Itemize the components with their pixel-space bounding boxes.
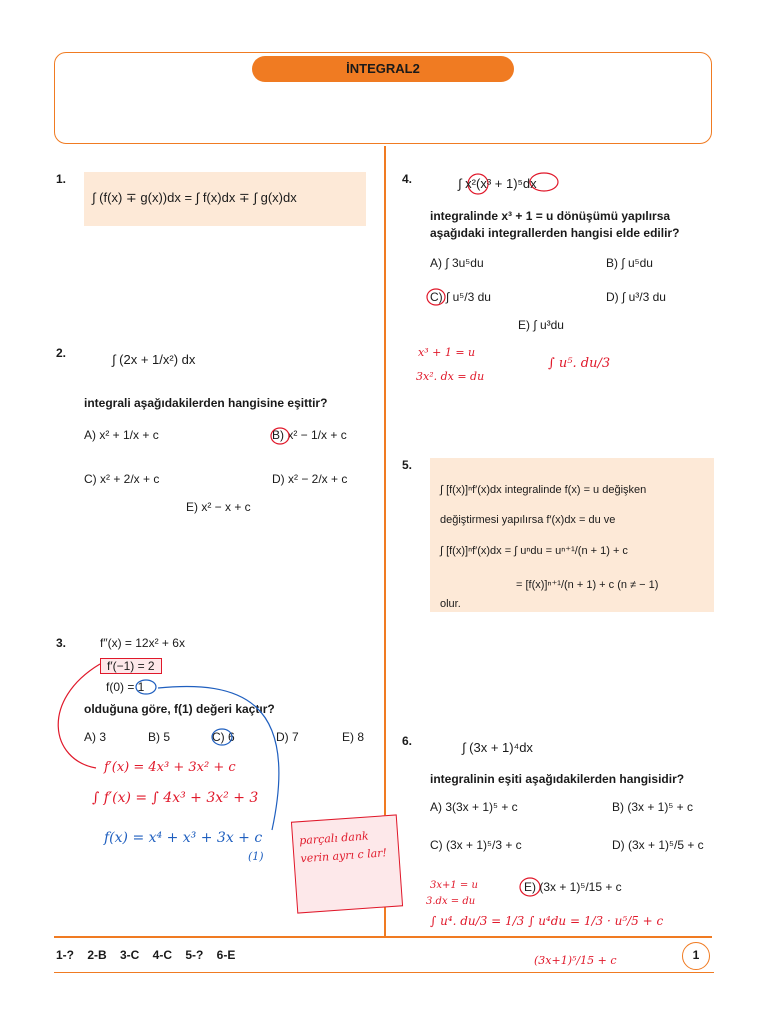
q6-hand-4: (3x+1)⁵/15 + c (534, 954, 617, 967)
q3-line1: f″(x) = 12x² + 6x (100, 636, 185, 650)
q4-number: 4. (402, 172, 413, 186)
q4-integrand: ∫ x²(x³ + 1)⁵dx (458, 176, 537, 191)
q4-hand-2: 3x². dx = du (416, 370, 485, 383)
q4-option-e[interactable]: E) ∫ u³du (518, 318, 564, 332)
q2-option-b[interactable]: B) x² − 1/x + c (272, 428, 347, 442)
q6-number: 6. (402, 734, 413, 748)
q4-option-d[interactable]: D) ∫ u³/3 du (606, 290, 666, 304)
q6-option-d[interactable]: D) (3x + 1)⁵/5 + c (612, 838, 704, 852)
q6-hand-3: ∫ u⁴. du/3 = 1/3 ∫ u⁴du = 1/3 · u⁵/5 + c (430, 914, 664, 928)
q4-hand-1: x³ + 1 = u (418, 346, 476, 359)
q3-option-d[interactable]: D) 7 (276, 730, 299, 744)
q3-hand-4: (1) (248, 850, 264, 863)
q4-text: integralinde x³ + 1 = u dönüşümü yapılırsa aşağıdaki integrallerden hangisi elde edilir? (430, 209, 680, 240)
q5-number: 5. (402, 458, 413, 472)
q2-option-d[interactable]: D) x² − 2/x + c (272, 472, 348, 486)
q3-option-b[interactable]: B) 5 (148, 730, 171, 744)
q3-option-c[interactable]: C) 6 (212, 730, 235, 744)
q6-hand-2: 3.dx = du (426, 896, 476, 907)
q4-option-c[interactable]: C) ∫ u⁵/3 du (430, 290, 491, 304)
q3-hand-1: f′(x) = 4x³ + 3x² + c (104, 760, 236, 775)
answer-key: 1-? 2-B 3-C 4-C 5-? 6-E (56, 948, 236, 962)
q4-hand-3: ∫ u⁵. du/3 (548, 356, 611, 371)
q6-text: integralinin eşiti aşağıdakilerden hangisidir? (430, 772, 685, 786)
q1-formula: ∫ (f(x) ∓ g(x))dx = ∫ f(x)dx ∓ ∫ g(x)dx (92, 190, 297, 205)
page-number: 1 (682, 942, 710, 970)
q2-integrand: ∫ (2x + 1/x²) dx (112, 352, 196, 367)
q5-line2: değiştirmesi yapılırsa f′(x)dx = du ve (440, 514, 616, 526)
q3-number: 3. (56, 636, 67, 650)
red-arrow (58, 664, 100, 768)
q5-line4: = [f(x)]ⁿ⁺¹/(n + 1) + c (n ≠ − 1) (516, 579, 659, 591)
bottom-divider (54, 936, 712, 938)
sticky-note-text: parçalı dank verin ayrı c lar! (298, 829, 388, 866)
sticky-note (291, 814, 403, 913)
q3-line3: f(0) = 1 (106, 680, 145, 694)
q3-option-e[interactable]: E) 8 (342, 730, 365, 744)
q3-hand-3: f(x) = x⁴ + x³ + 3x + c (104, 830, 263, 846)
q3-hand-2: ∫ f′(x) = ∫ 4x³ + 3x² + 3 (92, 790, 259, 806)
q6-integrand: ∫ (3x + 1)⁴dx (462, 740, 533, 755)
q3-line2: f′(−1) = 2 (100, 658, 162, 674)
q6-option-a[interactable]: A) 3(3x + 1)⁵ + c (430, 800, 518, 814)
q2-option-a[interactable]: A) x² + 1/x + c (84, 428, 159, 442)
page-title: İNTEGRAL2 (252, 56, 514, 82)
q6-option-c[interactable]: C) (3x + 1)⁵/3 + c (430, 838, 522, 852)
q6-option-e[interactable]: E) (3x + 1)⁵/15 + c (524, 880, 622, 894)
q3-option-a[interactable]: A) 3 (84, 730, 107, 744)
q6-hand-1: 3x+1 = u (430, 880, 478, 891)
q5-line5: olur. (440, 598, 461, 610)
q2-option-c[interactable]: C) x² + 2/x + c (84, 472, 160, 486)
q2-option-e[interactable]: E) x² − x + c (186, 500, 251, 514)
footer-divider (54, 972, 714, 973)
q3-text: olduğuna göre, f(1) değeri kaçtır? (84, 702, 275, 716)
q2-text: integrali aşağıdakilerden hangisine eşittir? (84, 396, 328, 410)
q2-number: 2. (56, 346, 67, 360)
q1-number: 1. (56, 172, 67, 186)
q4-option-a[interactable]: A) ∫ 3u⁵du (430, 256, 484, 270)
q5-line3: ∫ [f(x)]ⁿf′(x)dx = ∫ uⁿdu = uⁿ⁺¹/(n + 1) + c (440, 545, 628, 557)
q4-option-b[interactable]: B) ∫ u⁵du (606, 256, 653, 270)
q6-option-b[interactable]: B) (3x + 1)⁵ + c (612, 800, 693, 814)
q5-line1: ∫ [f(x)]ⁿf′(x)dx integralinde f(x) = u değişken (440, 484, 647, 496)
